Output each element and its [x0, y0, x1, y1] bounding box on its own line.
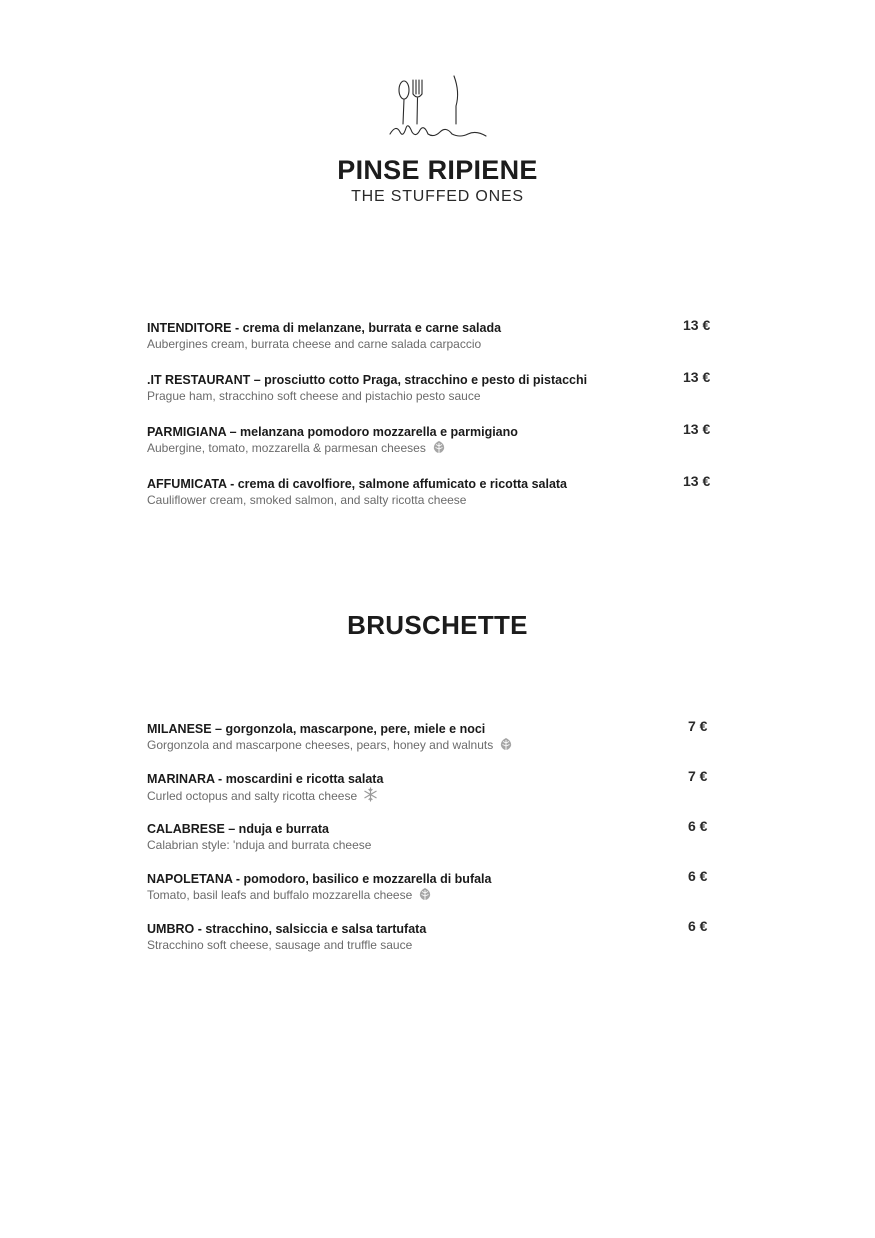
menu-item-description: Tomato, basil leafs and buffalo mozzarella cheese — [147, 887, 717, 903]
menu-item-name: NAPOLETANA - pomodoro, basilico e mozzarella di bufala — [147, 872, 492, 886]
menu-item-description: Gorgonzola and mascarpone cheeses, pears, honey and walnuts — [147, 737, 717, 753]
menu-item — [147, 718, 717, 771]
menu-item-name: AFFUMICATA - crema di cavolfiore, salmone affumicato e ricotta salata — [147, 477, 568, 491]
menu-item-description: Aubergines cream, burrata cheese and carne salada carpaccio — [147, 337, 482, 351]
menu-item-description: Aubergine, tomato, mozzarella & parmesan cheeses — [147, 440, 717, 456]
menu-item-price: 13 € — [683, 421, 711, 437]
section-title-pinse: PINSE RIPIENE — [337, 155, 538, 185]
menu-item-name: .IT RESTAURANT – prosciutto cotto Praga, stracchino e pesto di pistacchi — [147, 373, 588, 387]
section-title-bruschette: BRUSCHETTE — [347, 610, 528, 640]
menu-item-price: 13 € — [683, 473, 711, 489]
menu-item-name: CALABRESE – nduja e burrata — [147, 822, 329, 836]
menu-item — [147, 421, 717, 476]
menu-item-price: 6 € — [688, 868, 708, 884]
menu-item-price: 6 € — [688, 818, 708, 834]
pinse-menu-list — [147, 317, 717, 528]
menu-item — [147, 317, 717, 372]
menu-item-name: PARMIGIANA – melanzana pomodoro mozzarella e parmigiano — [147, 425, 518, 439]
menu-item-description: Stracchino soft cheese, sausage and truffle sauce — [147, 938, 413, 952]
menu-item-description: Curled octopus and salty ricotta cheese — [147, 787, 717, 804]
menu-item — [147, 818, 717, 871]
leaf-icon — [432, 440, 446, 454]
cutlery-line-art-icon — [388, 72, 490, 144]
menu-item-name: INTENDITORE - crema di melanzane, burrata e carne salada — [147, 321, 502, 335]
leaf-icon — [418, 887, 432, 901]
menu-item — [147, 369, 717, 424]
menu-item — [147, 868, 717, 921]
menu-item-name: MILANESE – gorgonzola, mascarpone, pere, miele e noci — [147, 722, 486, 736]
bruschette-menu-list — [147, 718, 717, 971]
menu-item-description: Cauliflower cream, smoked salmon, and salty ricotta cheese — [147, 493, 467, 507]
menu-item — [147, 473, 717, 528]
menu-item-description: Prague ham, stracchino soft cheese and pistachio pesto sauce — [147, 389, 481, 403]
menu-item-price: 7 € — [688, 718, 708, 734]
menu-item-price: 7 € — [688, 768, 708, 784]
menu-item-name: MARINARA - moscardini e ricotta salata — [147, 772, 384, 786]
menu-item-price: 13 € — [683, 317, 711, 333]
section-subtitle-pinse: THE STUFFED ONES — [351, 188, 524, 205]
menu-item-price: 13 € — [683, 369, 711, 385]
menu-item-description: Calabrian style: 'nduja and burrata cheese — [147, 838, 372, 852]
menu-item-name: UMBRO - stracchino, salsiccia e salsa tartufata — [147, 922, 427, 936]
leaf-icon — [499, 737, 513, 751]
menu-item — [147, 918, 717, 971]
menu-item — [147, 768, 717, 821]
snowflake-icon — [363, 787, 378, 802]
menu-item-price: 6 € — [688, 918, 708, 934]
